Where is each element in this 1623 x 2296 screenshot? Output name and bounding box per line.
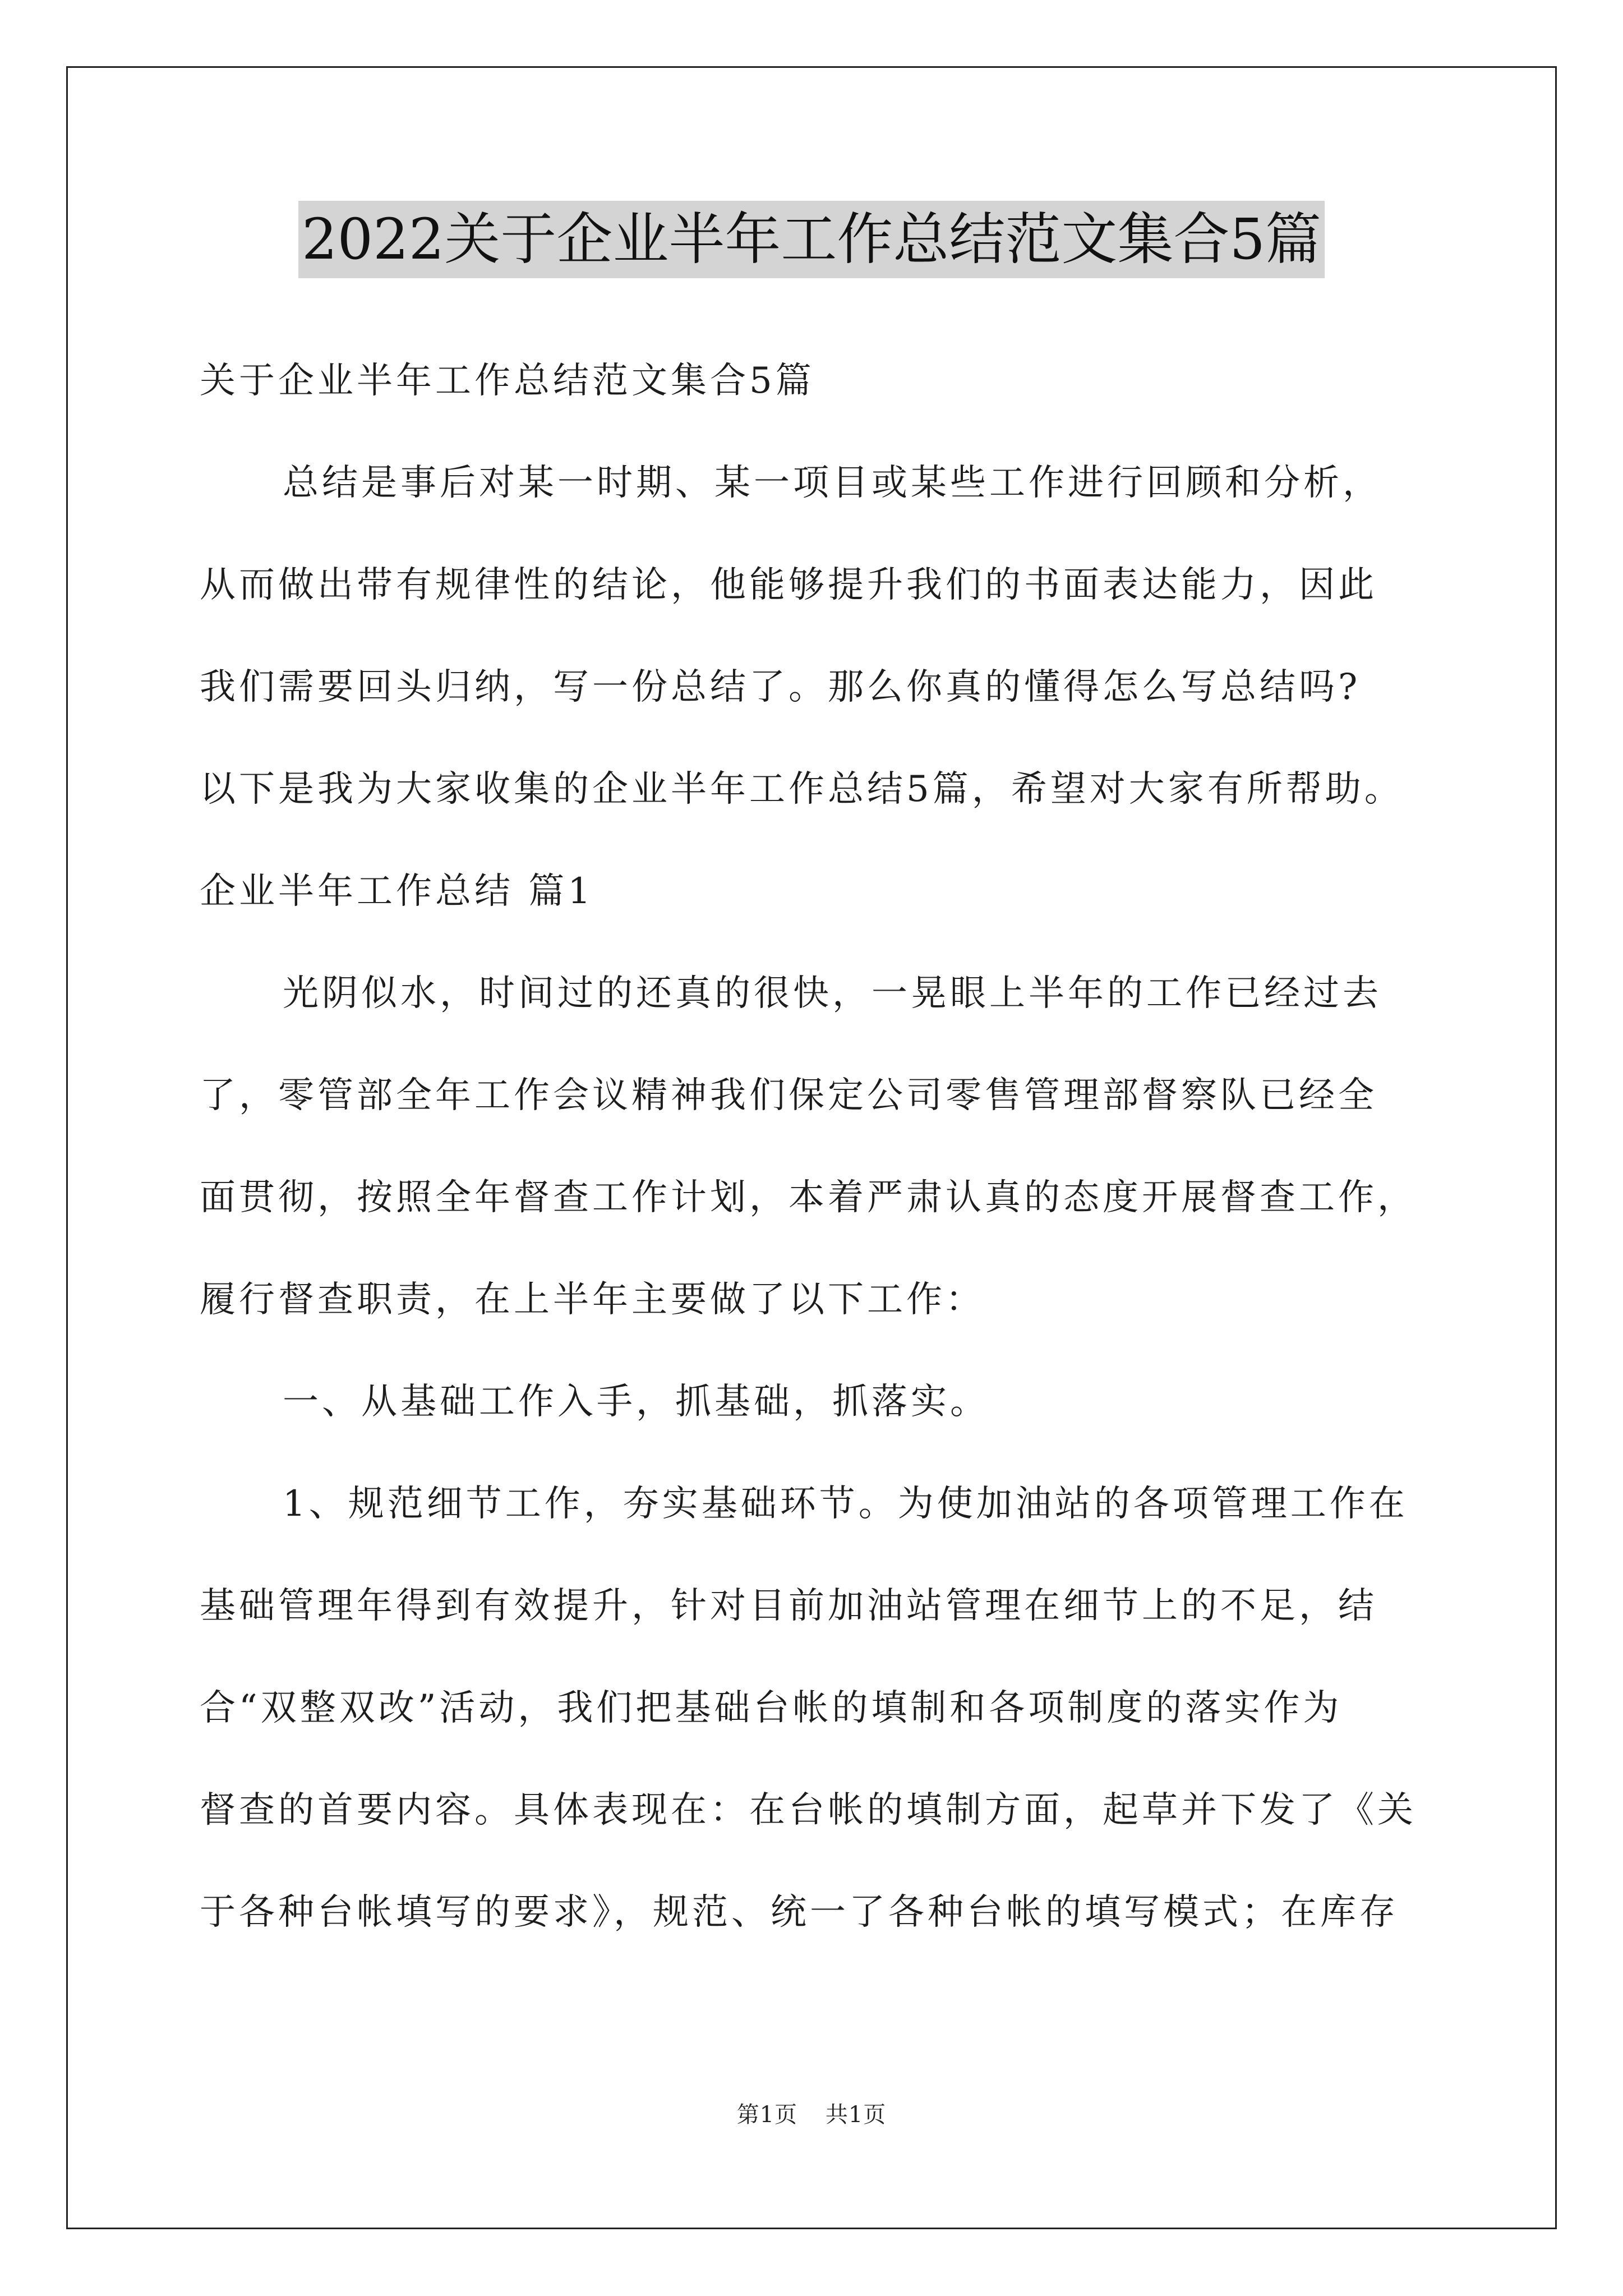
subtitle-line: 关于企业半年工作总结范文集合5篇 bbox=[200, 360, 815, 402]
paragraph-line: 督查的首要内容。具体表现在：在台帐的填制方面，起草并下发了《关 bbox=[200, 1789, 1417, 1831]
paragraph-line: 一、从基础工作入手，抓基础，抓落实。 bbox=[283, 1381, 989, 1423]
page-total: 共1页 bbox=[825, 2102, 887, 2128]
paragraph-line: 以下是我为大家收集的企业半年工作总结5篇，希望对大家有所帮助。 bbox=[200, 769, 1404, 810]
section-heading: 企业半年工作总结 篇1 bbox=[200, 871, 594, 912]
paragraph-line: 基础管理年得到有效提升，针对目前加油站管理在细节上的不足，结 bbox=[200, 1585, 1377, 1627]
page-number: 第1页 bbox=[736, 2102, 798, 2128]
paragraph-line: 总结是事后对某一时期、某一项目或某些工作进行回顾和分析， bbox=[283, 462, 1382, 504]
page-footer bbox=[0, 2097, 1623, 2129]
paragraph-line: 面贯彻，按照全年督查工作计划，本着严肃认真的态度开展督查工作， bbox=[200, 1177, 1417, 1218]
title-block bbox=[0, 201, 1623, 278]
paragraph-line: 合“双整双改”活动，我们把基础台帐的填制和各项制度的落实作为 bbox=[200, 1687, 1343, 1729]
paragraph-line: 从而做出带有规律性的结论，他能够提升我们的书面表达能力，因此 bbox=[200, 564, 1377, 606]
paragraph-line: 于各种台帐填写的要求》，规范、统一了各种台帐的填写模式；在库存 bbox=[200, 1892, 1399, 1933]
document-title: 2022关于企业半年工作总结范文集合5篇 bbox=[298, 201, 1325, 278]
paragraph-line: 我们需要回头归纳，写一份总结了。那么你真的懂得怎么写总结吗? bbox=[200, 666, 1361, 708]
paragraph-line: 了，零管部全年工作会议精神我们保定公司零售管理部督察队已经全 bbox=[200, 1075, 1377, 1116]
paragraph-line: 光阴似水，时间过的还真的很快，一晃眼上半年的工作已经过去 bbox=[283, 973, 1382, 1014]
paragraph-line: 1、规范细节工作，夯实基础环节。为使加油站的各项管理工作在 bbox=[283, 1483, 1408, 1525]
paragraph-line: 履行督查职责，在上半年主要做了以下工作： bbox=[200, 1279, 985, 1320]
